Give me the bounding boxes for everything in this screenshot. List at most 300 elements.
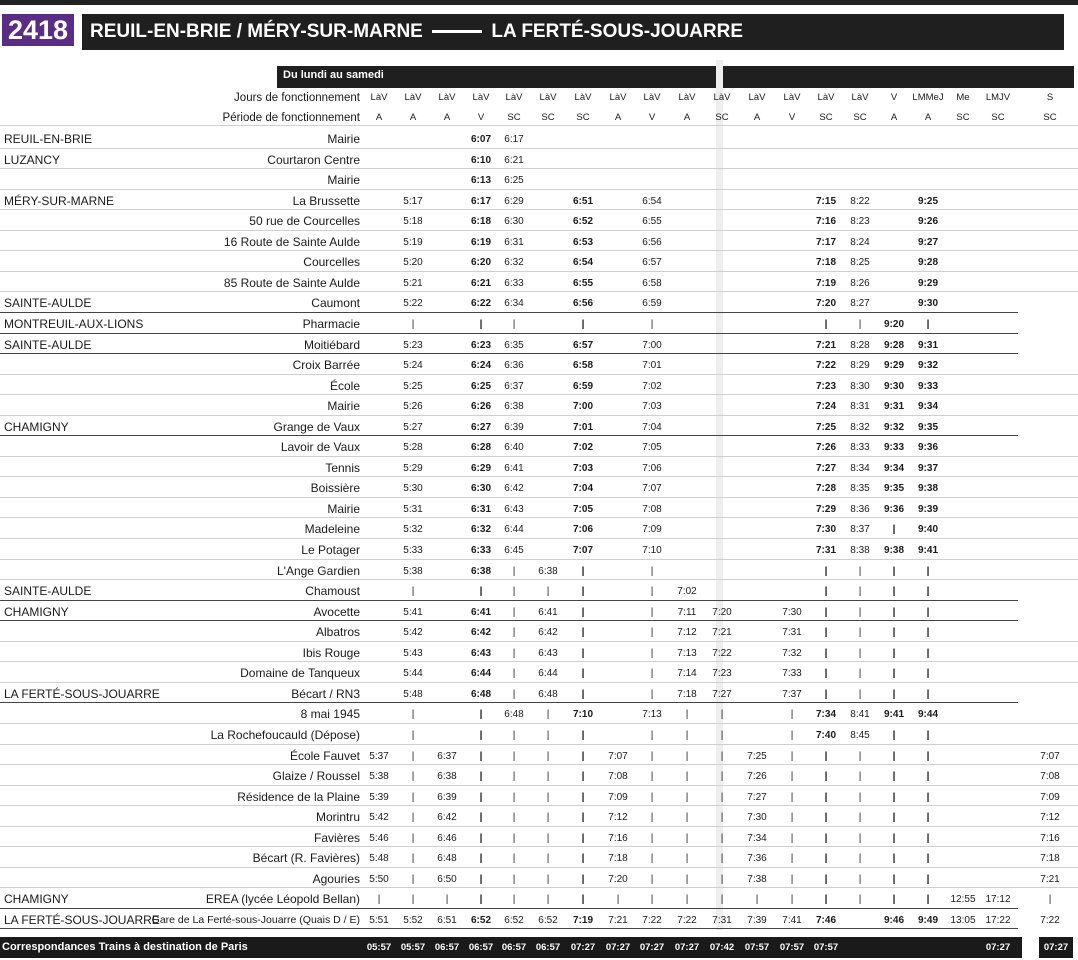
- time-cell: 9:49: [917, 914, 938, 926]
- header-cell-periode: SC: [541, 112, 555, 123]
- time-cell: 6:43: [470, 647, 491, 659]
- time-cell: 5:29: [403, 462, 423, 474]
- time-cell: 7:07: [608, 750, 628, 762]
- time-cell: 6:52: [538, 914, 558, 926]
- time-cell: 6:21: [504, 154, 524, 166]
- time-cell: |: [581, 606, 585, 618]
- time-cell: 6:48: [504, 709, 524, 721]
- time-cell: 5:21: [403, 277, 423, 289]
- time-cell: 7:26: [747, 771, 767, 783]
- time-cell: |: [650, 853, 654, 865]
- time-cell: 5:41: [403, 606, 423, 618]
- time-cell: 7:12: [677, 627, 697, 639]
- time-cell: |: [377, 894, 381, 906]
- time-cell: 6:23: [470, 339, 491, 351]
- stop-name: Courcelles: [303, 255, 360, 270]
- time-cell: |: [479, 771, 483, 783]
- time-cell: 7:15: [815, 195, 836, 207]
- time-cell: 6:42: [538, 627, 558, 639]
- time-cell: |: [858, 318, 862, 330]
- row-divider: [0, 394, 1078, 395]
- time-cell: |: [790, 873, 794, 885]
- row-divider: [0, 723, 1078, 724]
- time-cell: |: [685, 894, 689, 906]
- time-cell: |: [546, 832, 550, 844]
- time-cell: 6:32: [470, 524, 491, 536]
- time-cell: 7:30: [815, 524, 836, 536]
- correspondance-time: 06:57: [468, 942, 494, 953]
- header-cell-periode: V: [648, 112, 656, 123]
- time-cell: |: [824, 853, 828, 865]
- top-border: [0, 0, 1078, 5]
- time-cell: |: [581, 647, 585, 659]
- correspondance-time: 07:27: [674, 942, 700, 953]
- row-divider: [0, 271, 1078, 272]
- time-cell: 6:52: [470, 914, 491, 926]
- time-cell: |: [581, 627, 585, 639]
- header-cell-jours: LàV: [748, 92, 766, 103]
- time-cell: 7:08: [642, 503, 662, 515]
- stop-name: 50 rue de Courcelles: [249, 214, 360, 229]
- time-cell: 5:50: [369, 873, 389, 885]
- header-cell-jours: LàV: [817, 92, 835, 103]
- time-cell: 7:39: [747, 914, 767, 926]
- time-cell: 7:08: [608, 771, 628, 783]
- time-cell: 6:56: [572, 298, 593, 310]
- time-cell: |: [926, 586, 930, 598]
- stop-name: L'Ange Gardien: [276, 563, 360, 578]
- time-cell: 5:27: [403, 421, 423, 433]
- stop-name: École: [329, 378, 360, 393]
- time-cell: |: [892, 565, 896, 577]
- time-cell: |: [512, 873, 516, 885]
- time-cell: 5:17: [403, 195, 423, 207]
- time-cell: 17:22: [985, 914, 1011, 926]
- stop-name: École Fauvet: [289, 748, 360, 763]
- time-cell: 9:33: [917, 380, 938, 392]
- time-cell: |: [512, 894, 516, 906]
- time-cell: 7:31: [782, 627, 802, 639]
- time-cell: 8:38: [850, 545, 870, 556]
- time-cell: |: [411, 771, 415, 783]
- time-cell: 7:02: [677, 586, 697, 598]
- row-divider: [0, 250, 1078, 251]
- header-divider: [0, 125, 1078, 126]
- time-cell: |: [479, 318, 483, 330]
- time-cell: |: [512, 606, 516, 618]
- row-divider: [0, 846, 1078, 847]
- time-cell: 6:34: [504, 298, 524, 310]
- time-cell: 7:05: [642, 442, 662, 454]
- time-cell: 6:20: [470, 257, 491, 269]
- time-cell: 7:41: [782, 914, 802, 926]
- correspondances-label: Correspondances Trains à destination de Paris: [2, 941, 248, 953]
- time-cell: 6:44: [470, 668, 491, 680]
- time-cell: 5:30: [403, 483, 423, 495]
- time-cell: |: [926, 688, 930, 700]
- row-divider: [0, 374, 1078, 375]
- correspondance-time: 06:57: [535, 942, 561, 953]
- time-cell: 7:23: [712, 668, 732, 680]
- time-cell: 9:26: [917, 216, 938, 228]
- time-cell: 7:13: [677, 647, 697, 659]
- time-cell: |: [892, 627, 896, 639]
- time-cell: 7:26: [815, 442, 836, 454]
- time-cell: 6:26: [470, 401, 491, 413]
- time-cell: |: [790, 750, 794, 762]
- time-cell: 6:58: [572, 360, 593, 372]
- time-cell: |: [581, 853, 585, 865]
- time-cell: 6:38: [470, 565, 491, 577]
- time-cell: 7:01: [642, 360, 662, 372]
- time-cell: |: [926, 873, 930, 885]
- time-cell: 9:35: [917, 421, 938, 433]
- row-divider: [0, 189, 1078, 190]
- header-cell-periode: SC: [576, 112, 590, 123]
- correspondances-bar: [0, 937, 1022, 958]
- time-cell: 9:37: [917, 462, 938, 474]
- time-cell: 9:20: [883, 318, 904, 330]
- time-cell: 6:48: [437, 853, 457, 865]
- time-cell: 8:24: [850, 236, 870, 248]
- header-cell-jours: LàV: [505, 92, 523, 103]
- row-divider: [0, 805, 1078, 806]
- stop-name: EREA (lycée Léopold Bellan): [205, 892, 360, 907]
- header-cell-jours: V: [890, 92, 898, 103]
- time-cell: 7:21: [1040, 873, 1060, 885]
- time-cell: 5:39: [369, 791, 389, 803]
- commune-label: LA FERTÉ-SOUS-JOUARRE: [4, 912, 160, 927]
- time-cell: 5:25: [403, 380, 423, 392]
- header-cell-jours: LMMeJ: [912, 92, 944, 103]
- stop-name: 8 mai 1945: [300, 707, 360, 722]
- stop-name: Chamoust: [305, 584, 360, 599]
- time-cell: 6:27: [470, 421, 491, 433]
- time-cell: |: [824, 688, 828, 700]
- time-cell: |: [790, 709, 794, 721]
- time-cell: |: [581, 318, 585, 330]
- time-cell: |: [650, 688, 654, 700]
- time-cell: 7:20: [712, 606, 732, 618]
- time-cell: |: [512, 750, 516, 762]
- time-cell: 7:19: [572, 914, 593, 926]
- time-cell: 7:22: [642, 914, 662, 926]
- time-cell: 7:21: [815, 339, 836, 351]
- header-cell-jours: LàV: [404, 92, 422, 103]
- time-cell: 7:08: [1040, 771, 1060, 783]
- time-cell: 5:33: [403, 545, 423, 556]
- time-cell: |: [546, 873, 550, 885]
- time-cell: |: [581, 812, 585, 824]
- time-cell: 9:25: [917, 195, 938, 207]
- time-cell: |: [581, 873, 585, 885]
- time-cell: |: [685, 729, 689, 741]
- time-cell: |: [720, 791, 724, 803]
- time-cell: |: [892, 647, 896, 659]
- row-divider: [0, 312, 1018, 313]
- time-cell: |: [892, 894, 896, 906]
- time-cell: |: [685, 771, 689, 783]
- time-cell: |: [926, 668, 930, 680]
- route-from: REUIL-EN-BRIE / MÉRY-SUR-MARNE: [90, 21, 423, 42]
- time-cell: 6:48: [470, 688, 491, 700]
- time-cell: 6:41: [470, 606, 491, 618]
- stop-name: Gare de La Ferté-sous-Jouarre (Quais D / E): [151, 913, 360, 926]
- time-cell: 8:26: [850, 277, 870, 289]
- time-cell: 6:56: [642, 236, 662, 248]
- time-cell: 9:34: [883, 462, 904, 474]
- row-divider: [0, 620, 1018, 621]
- time-cell: |: [858, 586, 862, 598]
- time-cell: |: [720, 853, 724, 865]
- time-cell: |: [926, 729, 930, 741]
- header-cell-jours: LàV: [438, 92, 456, 103]
- time-cell: 6:30: [470, 483, 491, 495]
- time-cell: 7:31: [815, 545, 836, 556]
- time-cell: |: [581, 565, 585, 577]
- time-cell: 12:55: [950, 894, 976, 906]
- time-cell: |: [824, 812, 828, 824]
- time-cell: 7:09: [608, 791, 628, 803]
- time-cell: |: [512, 668, 516, 680]
- row-divider: [0, 333, 1018, 334]
- time-cell: |: [892, 832, 896, 844]
- row-divider: [0, 476, 1078, 477]
- header-cell-periode: A: [924, 112, 932, 123]
- route-to: LA FERTÉ-SOUS-JOUARRE: [491, 21, 744, 42]
- time-cell: |: [926, 750, 930, 762]
- time-cell: |: [720, 873, 724, 885]
- time-cell: 6:42: [504, 483, 524, 495]
- stop-name: Moitiébard: [303, 337, 360, 352]
- row-divider: [0, 682, 1078, 683]
- time-cell: 7:28: [815, 483, 836, 495]
- time-cell: |: [685, 791, 689, 803]
- time-cell: 7:23: [815, 380, 836, 392]
- route-title-bar: [82, 14, 1064, 50]
- row-divider: [0, 559, 1078, 560]
- time-cell: |: [411, 812, 415, 824]
- time-cell: 7:33: [782, 668, 802, 680]
- time-cell: 8:31: [850, 401, 870, 413]
- time-cell: 6:22: [470, 298, 491, 310]
- time-cell: 8:27: [850, 298, 870, 310]
- time-cell: 6:40: [504, 442, 524, 454]
- time-cell: |: [512, 729, 516, 741]
- time-cell: |: [650, 627, 654, 639]
- time-cell: |: [858, 647, 862, 659]
- time-cell: |: [650, 565, 654, 577]
- time-cell: 7:19: [815, 277, 836, 289]
- time-cell: |: [926, 318, 930, 330]
- row-divider: [0, 661, 1078, 662]
- time-cell: |: [512, 586, 516, 598]
- time-cell: |: [581, 791, 585, 803]
- time-cell: 9:32: [917, 360, 938, 372]
- time-cell: 5:24: [403, 360, 423, 372]
- time-cell: 6:54: [642, 195, 662, 207]
- time-cell: 6:17: [504, 134, 524, 145]
- time-cell: 5:18: [403, 216, 423, 228]
- time-cell: 7:22: [677, 914, 697, 926]
- stop-name: Domaine de Tanqueux: [240, 666, 360, 681]
- stop-name: 16 Route de Sainte Aulde: [223, 234, 360, 249]
- header-cell-jours: LMJV: [985, 92, 1011, 103]
- time-cell: |: [720, 750, 724, 762]
- row-divider: [0, 867, 1078, 868]
- time-cell: 6:46: [437, 832, 457, 844]
- header-cell-jours: LàV: [539, 92, 557, 103]
- time-cell: 7:09: [642, 524, 662, 536]
- time-cell: |: [479, 729, 483, 741]
- time-cell: |: [650, 832, 654, 844]
- time-cell: 6:57: [642, 257, 662, 269]
- time-cell: 5:52: [403, 914, 423, 926]
- header-cell-periode: SC: [956, 112, 970, 123]
- time-cell: |: [926, 853, 930, 865]
- time-cell: |: [790, 832, 794, 844]
- time-cell: 9:44: [917, 709, 938, 721]
- time-cell: |: [824, 586, 828, 598]
- correspondance-time: 07:27: [639, 942, 665, 953]
- time-cell: 6:32: [504, 257, 524, 269]
- time-cell: 6:41: [504, 462, 524, 474]
- time-cell: |: [581, 894, 585, 906]
- time-cell: 6:43: [504, 503, 524, 515]
- commune-label: MÉRY-SUR-MARNE: [4, 193, 115, 208]
- time-cell: 6:19: [470, 236, 491, 248]
- time-cell: 7:11: [677, 606, 697, 618]
- time-cell: 6:38: [538, 565, 558, 577]
- time-cell: 8:45: [850, 729, 870, 741]
- stop-name: Ibis Rouge: [302, 645, 360, 660]
- header-cell-jours: Me: [956, 92, 970, 103]
- header-label-jours: Jours de fonctionnement: [234, 92, 360, 104]
- time-cell: 7:18: [815, 257, 836, 269]
- stop-name: La Rochefoucauld (Dépose): [210, 727, 360, 742]
- row-divider: [0, 538, 1078, 539]
- stop-name: Mairie: [327, 399, 360, 414]
- stop-name: La Brussette: [292, 193, 360, 208]
- stop-name: Agouries: [312, 871, 360, 886]
- stop-name: Lavoir de Vaux: [280, 440, 360, 455]
- commune-label: SAINTE-AULDE: [4, 337, 92, 352]
- time-cell: 7:37: [782, 688, 802, 700]
- time-cell: 8:23: [850, 216, 870, 228]
- time-cell: 6:36: [504, 360, 524, 372]
- time-cell: |: [546, 791, 550, 803]
- time-cell: |: [411, 709, 415, 721]
- time-cell: 5:48: [369, 853, 389, 865]
- time-cell: |: [479, 709, 483, 721]
- time-cell: 5:38: [403, 565, 423, 577]
- time-cell: 7:25: [747, 750, 767, 762]
- time-cell: |: [790, 729, 794, 741]
- time-cell: |: [824, 771, 828, 783]
- stop-name: Albatros: [315, 625, 360, 640]
- time-cell: 7:10: [642, 545, 662, 556]
- stop-name: Mairie: [327, 132, 360, 146]
- correspondance-time: 07:27: [985, 942, 1011, 953]
- route-arrow-icon: [432, 30, 482, 33]
- time-cell: 9:39: [917, 503, 938, 515]
- time-cell: 9:40: [917, 524, 938, 536]
- time-cell: |: [926, 565, 930, 577]
- time-cell: |: [892, 873, 896, 885]
- header-cell-periode: A: [409, 112, 417, 123]
- header-cell-jours: S: [1046, 92, 1054, 103]
- header-cell-periode: SC: [853, 112, 867, 123]
- time-cell: 9:46: [883, 914, 904, 926]
- time-cell: |: [411, 791, 415, 803]
- time-cell: 7:32: [782, 647, 802, 659]
- time-cell: |: [512, 853, 516, 865]
- time-cell: 7:22: [815, 360, 836, 372]
- time-cell: 9:32: [883, 421, 904, 433]
- time-cell: 9:30: [917, 298, 938, 310]
- time-cell: |: [411, 832, 415, 844]
- time-cell: |: [479, 832, 483, 844]
- time-cell: 7:16: [608, 832, 628, 844]
- time-cell: 6:52: [572, 216, 593, 228]
- time-cell: 6:55: [642, 216, 662, 228]
- time-cell: 8:41: [850, 709, 870, 721]
- stop-name: Madeleine: [304, 522, 360, 537]
- time-cell: |: [685, 709, 689, 721]
- correspondance-time: 06:57: [434, 942, 460, 953]
- commune-label: CHAMIGNY: [4, 892, 69, 907]
- header-label-periode: Période de fonctionnement: [222, 112, 360, 124]
- stop-name: Bécart (R. Favières): [252, 851, 360, 866]
- time-cell: 6:25: [470, 380, 491, 392]
- time-cell: |: [858, 627, 862, 639]
- time-cell: |: [479, 812, 483, 824]
- time-cell: |: [720, 812, 724, 824]
- stop-name: Bécart / RN3: [291, 686, 360, 701]
- time-cell: |: [892, 524, 896, 536]
- time-cell: |: [411, 750, 415, 762]
- time-cell: 6:53: [572, 236, 593, 248]
- time-cell: |: [650, 668, 654, 680]
- time-cell: |: [546, 894, 550, 906]
- time-cell: 7:07: [1040, 750, 1060, 762]
- time-cell: |: [892, 729, 896, 741]
- time-cell: 6:38: [437, 771, 457, 783]
- commune-label: CHAMIGNY: [4, 604, 69, 619]
- time-cell: 7:17: [815, 236, 836, 248]
- time-cell: |: [926, 894, 930, 906]
- row-divider: [0, 291, 1078, 292]
- time-cell: |: [892, 853, 896, 865]
- time-cell: |: [824, 647, 828, 659]
- time-cell: |: [858, 791, 862, 803]
- time-cell: |: [824, 894, 828, 906]
- time-cell: 9:29: [917, 277, 938, 289]
- time-cell: |: [546, 853, 550, 865]
- time-cell: 9:34: [917, 401, 938, 413]
- time-cell: |: [581, 688, 585, 700]
- time-cell: 6:44: [504, 524, 524, 536]
- time-cell: 5:37: [369, 750, 389, 762]
- time-cell: 7:07: [572, 545, 593, 556]
- time-cell: 6:21: [470, 277, 491, 289]
- time-cell: |: [926, 832, 930, 844]
- time-cell: 6:48: [538, 688, 558, 700]
- time-cell: 6:28: [470, 442, 491, 454]
- time-cell: 8:29: [850, 360, 870, 372]
- time-cell: |: [546, 729, 550, 741]
- time-cell: |: [479, 853, 483, 865]
